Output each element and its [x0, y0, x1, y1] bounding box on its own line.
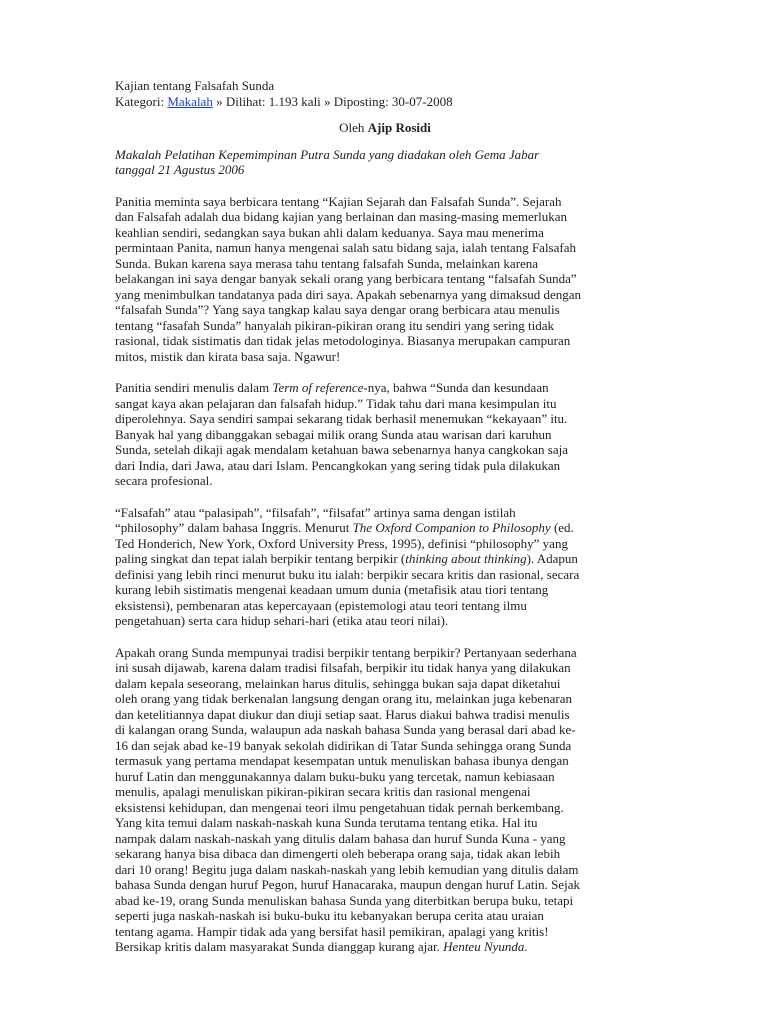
paragraph-line [115, 598, 655, 614]
italic-text: The Oxford Companion to Philosophy [352, 520, 551, 535]
text-run: eksistensi), pembenaran atas kepercayaan (epistemologi atau teori tentang ilmu [115, 597, 527, 613]
paragraph-line [115, 271, 655, 287]
paragraph-line [115, 225, 655, 241]
paragraph-line [115, 551, 655, 567]
paragraph-line [115, 908, 655, 924]
paragraph-line [115, 846, 655, 862]
paragraph-line [115, 333, 655, 349]
text-run: Bersikap kritis dalam masyarakat Sunda dianggap kurang ajar. [115, 939, 444, 954]
paragraph [115, 505, 655, 629]
paragraph-line [115, 380, 655, 396]
text-run: mitos, mistik dan kirata basa saja. Ngawur! [115, 348, 341, 364]
text-run: “falsafah Sunda”? Yang saya tangkap kalau saya dengar orang berbicara atau menulis [115, 302, 560, 317]
text-run: (ed. [550, 520, 574, 535]
paragraph-line [115, 676, 655, 692]
text-run: termasuk yang pertama mendapat kesempatan untuk menuliskan bahasa ibunya dengan [115, 753, 569, 768]
text-run: Apakah orang Sunda mempunyai tradisi berpikir tentang berpikir? Pertanyaan sederhana [115, 644, 577, 660]
paragraph-line [115, 939, 655, 955]
paragraph-line [115, 877, 655, 893]
text-run: pengetahuan) serta cara hidup sehari-hari (etika atau teori nilai). [115, 613, 449, 628]
paragraph-line [115, 769, 655, 785]
paragraph-line [115, 396, 655, 412]
paragraph-line [115, 800, 655, 816]
paragraph-line [115, 831, 655, 847]
text-run: rasional, tidak sistimatis dan tidak jelas metodologinya. Biasanya merupakan campuran [115, 333, 571, 348]
text-run: . [524, 939, 528, 954]
paragraph-line [115, 893, 655, 909]
paragraph-line [115, 302, 655, 318]
text-run: ). Adapun [526, 551, 578, 566]
paragraph-line [115, 691, 655, 707]
italic-text: Term of reference [272, 380, 364, 395]
text-run: tentang agama. Hampir tidak ada yang bersifat hasil pemikiran, apalagi yang kritis! [115, 923, 549, 939]
text-run: Banyak hal yang dibanggakan sebagai milik orang Sunda atau warisan dari karuhun [115, 426, 552, 442]
paragraph-line [115, 427, 655, 443]
paragraph-line [115, 458, 655, 474]
text-run: ini susah dijawab, karena dalam tradisi filsafah, berpikir itu tidak hanya yang dilakukan [115, 660, 571, 675]
paragraph [115, 194, 655, 365]
text-run: “Falsafah” atau “palasipah”, “filsafah”, “filsafat” artinya sama dengan istilah [115, 504, 516, 520]
text-run: dan ketelitiannya dapat diukur dan diuji setiap saat. Harus diakui bahwa tradisi menulis [115, 706, 570, 722]
text-run: dan Falsafah adalah dua bidang kajian yang berlainan dan masing-masing memerlukan [115, 209, 567, 224]
paragraph-line [115, 194, 655, 210]
paragraph-line [115, 536, 655, 552]
paragraph-line [115, 287, 655, 303]
text-run: dari India, dari Jawa, atau dari Islam. Pencangkokan yang sering tidak pula dilakukan [115, 457, 561, 473]
paragraph-line [115, 784, 655, 800]
text-run: nampak dalam naskah-naskah yang ditulis dalam bahasa dan huruf Sunda Kuna - yang [115, 830, 566, 846]
text-run: “philosophy” dalam bahasa Inggris. Menurut [115, 520, 353, 535]
article [115, 78, 655, 955]
text-run: dalam kepala seseorang, melainkan harus ditulis, sehingga bukan saja dapat diketahui [115, 675, 561, 691]
text-run: 16 dan sejak abad ke-19 banyak sekolah didirikan di Tatar Sunda sehingga orang Sunda [115, 737, 572, 753]
paragraph-line [115, 349, 655, 365]
text-run: tentang “fasafah Sunda” hanyalah pikiran-pikiran orang itu sendiri yang sering tidak [115, 317, 554, 333]
text-run: definisi yang lebih rinci menurut buku itu ialah: berpikir secara kritis dan rasional, secara [115, 566, 580, 582]
paragraph-line [115, 520, 655, 536]
author-name: Ajip Rosidi [367, 120, 431, 135]
paragraph-line [115, 473, 655, 489]
text-run: oleh orang yang tidak berkenalan langsung dengan orang itu, melainkan juga kebenaran [115, 691, 573, 706]
article-subtitle [115, 147, 655, 178]
paragraph-line [115, 240, 655, 256]
paragraph-line [115, 567, 655, 583]
text-run: dari 10 orang! Begitu juga dalam naskah-naskah yang lebih kemudian yang ditulis dalam [115, 861, 579, 877]
italic-text: Henteu Nyunda [443, 939, 525, 954]
byline [115, 120, 655, 136]
paragraph [115, 645, 655, 955]
paragraph-line [115, 256, 655, 272]
paragraph-line [115, 815, 655, 831]
text-run: sangat kaya akan pelajaran dan falsafah hidup.” Tidak tahu dari mana kesimpulan itu [115, 395, 557, 411]
article-title: Kajian tentang Falsafah Sunda [115, 78, 275, 93]
text-run: di kalangan orang Sunda, walaupun ada naskah bahasa Sunda yang berasal dari abad ke- [115, 722, 576, 737]
text-run: Ted Honderich, New York, Oxford University Press, 1995), definisi “philosophy” yang [115, 535, 568, 551]
byline-prefix: Oleh [339, 120, 368, 135]
paragraph-line [115, 722, 655, 738]
paragraph-line [115, 505, 655, 521]
article-meta [115, 94, 655, 110]
paragraph-line [115, 442, 655, 458]
text-run: yang menimbulkan tandatanya pada diri saya. Apakah sebenarnya yang dimaksud dengan [115, 286, 582, 302]
text-run: kurang lebih sistimatis mengenai keadaan umum dunia (metafisik atau tiori tentang [115, 582, 549, 597]
paragraph-line [115, 660, 655, 676]
text-run: Yang kita temui dalam naskah-naskah kuna Sunda terutama tentang etika. Hal itu [115, 815, 538, 830]
text-run: abad ke-19, orang Sunda menuliskan bahasa Sunda yang diterbitkan berupa buku, tetapi [115, 892, 574, 908]
text-run: Panitia sendiri menulis dalam [115, 380, 273, 395]
paragraph-line [115, 924, 655, 940]
paragraph-line [115, 645, 655, 661]
paragraph-line [115, 753, 655, 769]
text-run: paling singkat dan tepat ialah berpikir tentang berpikir ( [115, 551, 406, 566]
text-run: keahlian sendiri, sedangkan saya bukan ahli dalam keduanya. Saya mau menerima [115, 224, 544, 240]
text-run: bahasa Sunda dengan huruf Pegon, huruf Hanacaraka, maupun dengan huruf Latin. Sejak [115, 877, 580, 892]
subtitle-line-2: tanggal 21 Agustus 2006 [115, 162, 245, 177]
text-run: belakangan ini saya dengar banyak sekali orang yang berbicara tentang “falsafah Sunda” [115, 271, 577, 286]
italic-text: thinking about thinking [405, 551, 527, 566]
text-run: Panitia meminta saya berbicara tentang “Kajian Sejarah dan Falsafah Sunda”. Sejarah [115, 193, 562, 209]
text-run: diperolehnya. Saya sendiri sampai sekarang tidak berhasil menemukan “kekayaan” itu. [115, 411, 568, 426]
text-run: secara profesional. [115, 473, 213, 488]
article-body [115, 194, 655, 955]
paragraph-line [115, 707, 655, 723]
article-meta-rest: » Dilihat: 1.193 kali » Diposting: 30-07-2008 [212, 93, 453, 109]
text-run: seperti juga naskah-naskah isi buku-buku itu kebanyakan berupa cerita atau uraian [115, 908, 544, 923]
text-run: huruf Latin dan menggunakannya dalam buku-buku yang tercetak, namun kebiasaan [115, 768, 555, 784]
text-run: Sunda, setelah dikaji agak mendalam ketahuan bawa sebenarnya hanya cangkokan saja [115, 442, 569, 457]
text-run: menulis, apalagi menuliskan pikiran-pikiran secara kritis dan rasional mengenai [115, 784, 531, 799]
paragraph-line [115, 411, 655, 427]
text-run: sekarang hanya bisa dibaca dan dimengerti oleh beberapa orang saja, tidak akan lebih [115, 846, 561, 861]
category-link[interactable]: Makalah [167, 93, 213, 109]
paragraph-line [115, 582, 655, 598]
text-run: permintaan Panita, namun hanya mengenai salah satu bidang saja, ialah tentang Falsafah [115, 240, 576, 255]
subtitle-line-1: Makalah Pelatihan Kepemimpinan Putra Sunda yang diadakan oleh Gema Jabar [115, 146, 540, 162]
paragraph-line [115, 738, 655, 754]
paragraph-line [115, 862, 655, 878]
paragraph-line [115, 318, 655, 334]
text-run: eksistensi kehidupan, dan mengenai teori ilmu pengetahuan tidak pernah berkembang. [115, 799, 564, 815]
paragraph-line [115, 613, 655, 629]
paragraph [115, 380, 655, 489]
text-run: Sunda. Bukan karena saya merasa tahu tentang falsafah Sunda, melainkan karena [115, 255, 539, 271]
category-prefix: Kategori: [115, 93, 168, 109]
paragraph-line [115, 209, 655, 225]
text-run: -nya, bahwa “Sunda dan kesundaan [363, 380, 549, 395]
